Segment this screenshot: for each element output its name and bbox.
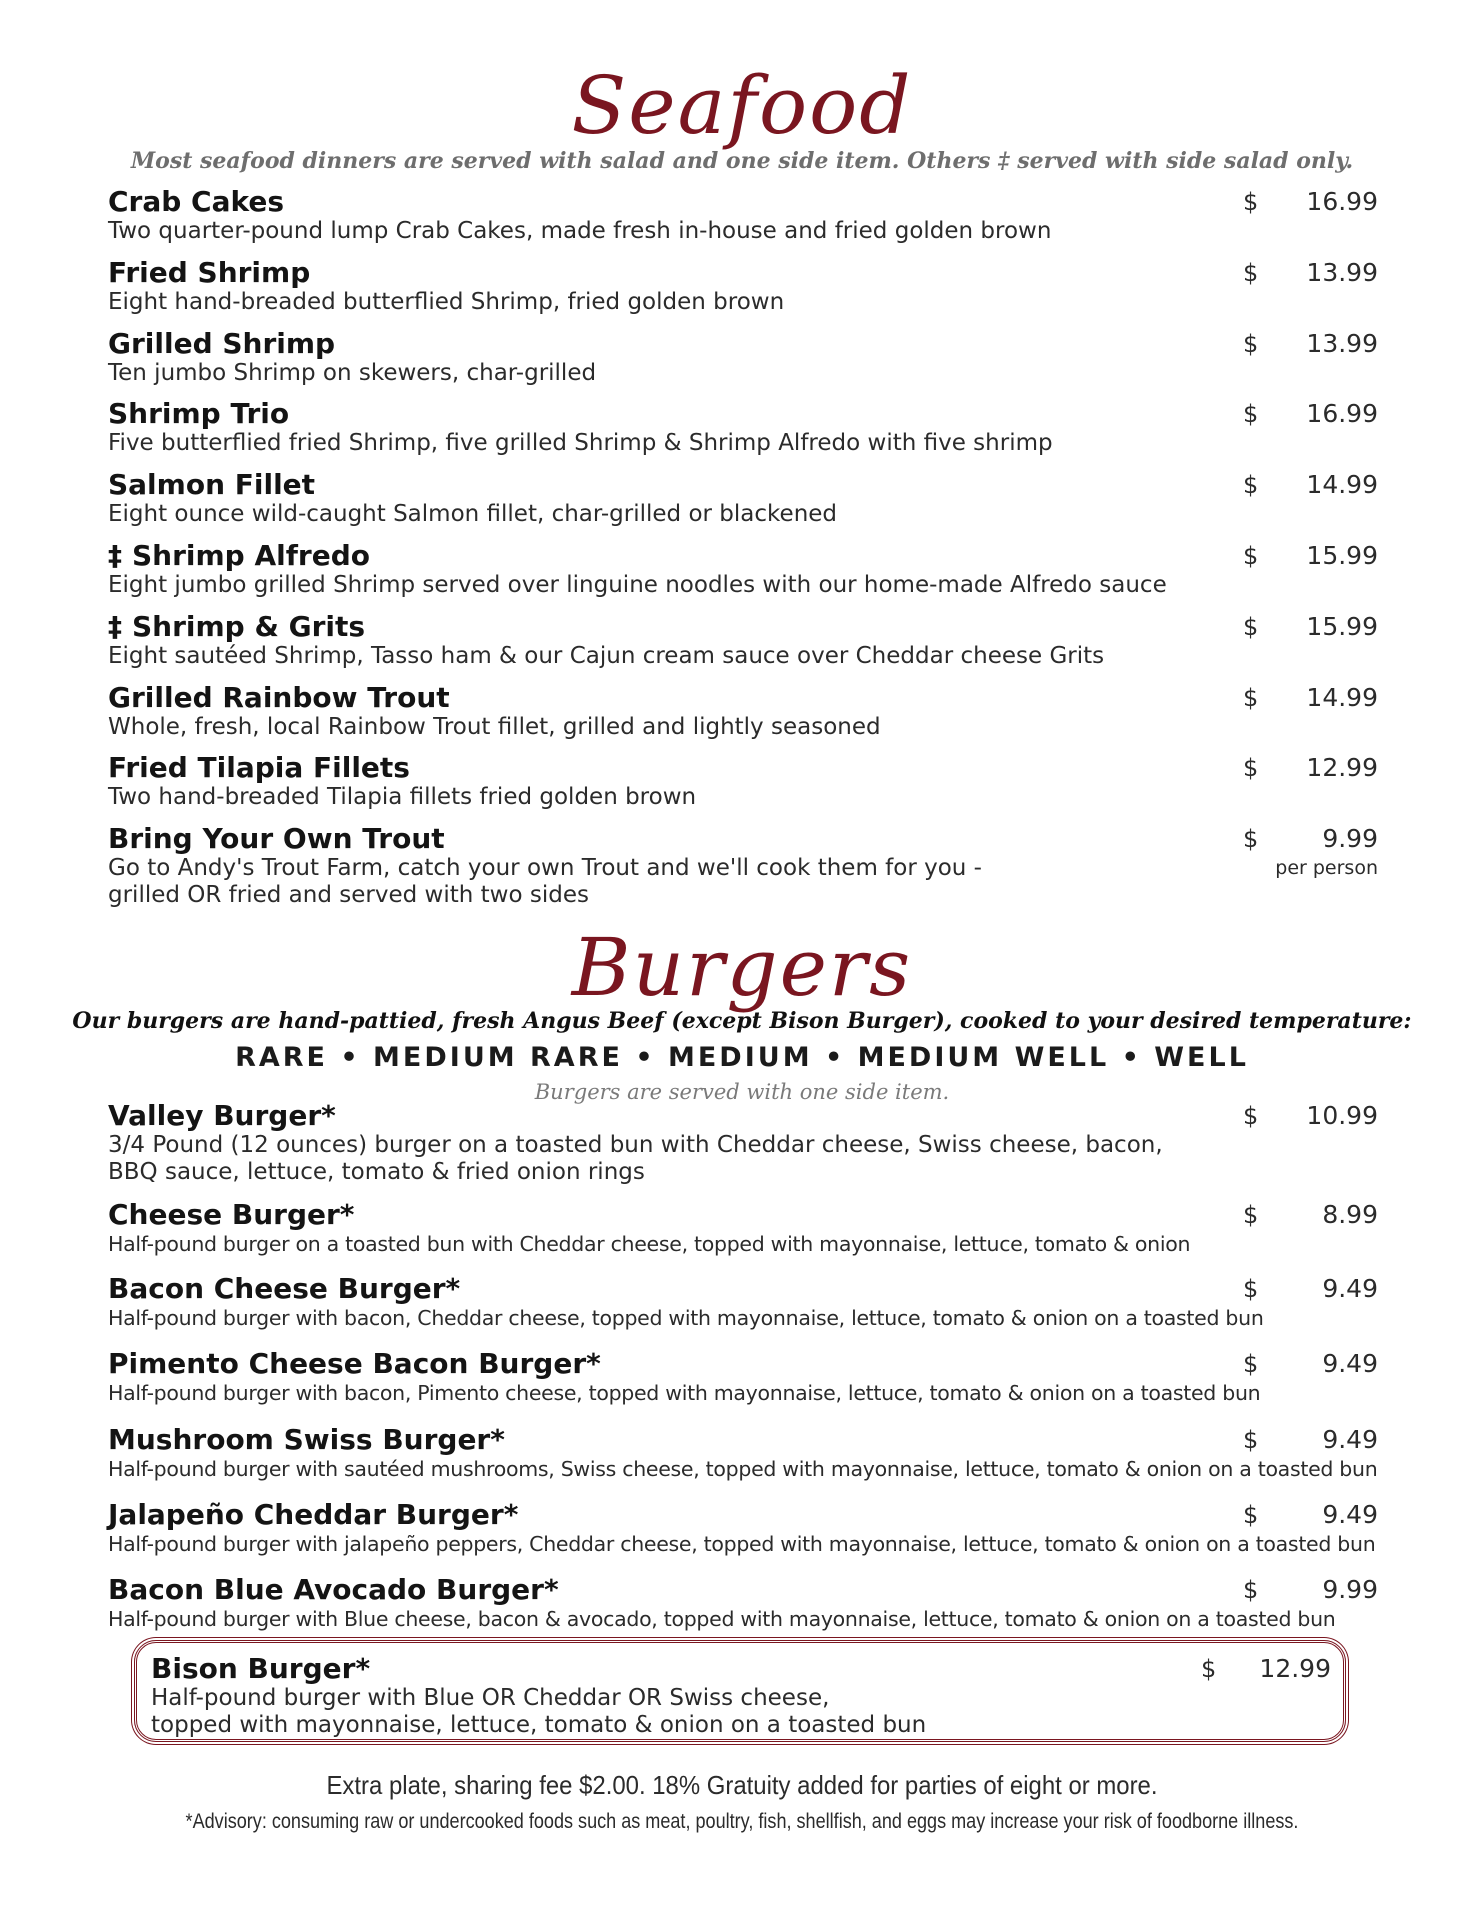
item-description: Eight jumbo grilled Shrimp served over linguine noodles with our home-made Alfredo sauce: [108, 572, 1167, 598]
item-description: Go to Andy's Trout Farm, catch your own Trout and we'll cook them for you -: [108, 855, 982, 881]
item-price: 13.99: [1306, 258, 1378, 287]
item-name: Bison Burger*: [151, 1652, 371, 1685]
food-advisory-note: *Advisory: consuming raw or undercooked foods such as meat, poultry, fish, shellfish, and eggs may increase your risk of foodborne illness.: [185, 1810, 1299, 1833]
item-price: 9.49: [1322, 1500, 1378, 1529]
item-name: Crab Cakes: [108, 185, 285, 218]
item-description: Half-pound burger with jalapeño peppers, Cheddar cheese, topped with mayonnaise, lettuce, tomato & onion on a toasted bun: [108, 1532, 1376, 1556]
menu-item-pimento-cheese-bacon-burger: [108, 1348, 1378, 1406]
item-name: Bacon Cheese Burger*: [108, 1272, 461, 1305]
item-name: Grilled Rainbow Trout: [108, 681, 450, 714]
item-description: Whole, fresh, local Rainbow Trout fillet, grilled and lightly seasoned: [108, 714, 881, 740]
item-description: Half-pound burger with Blue OR Cheddar OR Swiss cheese,: [151, 1685, 830, 1711]
item-price: 10.99: [1306, 1101, 1378, 1130]
item-name: Cheese Burger*: [108, 1198, 355, 1231]
item-name: Grilled Shrimp: [108, 327, 336, 360]
item-name-row: [108, 611, 1378, 643]
item-name: Mushroom Swiss Burger*: [108, 1423, 505, 1456]
item-description: Half-pound burger with Blue cheese, bacon & avocado, topped with mayonnaise, lettuce, tomato & onion on a toasted bun: [108, 1607, 1336, 1631]
seafood-section-title: Seafood: [571, 59, 913, 152]
item-price: 12.99: [1306, 753, 1378, 782]
dollar-sign: $: [1243, 754, 1259, 782]
item-description: Eight hand-breaded butterflied Shrimp, fried golden brown: [108, 289, 785, 315]
side-salad-only-marker: ‡: [108, 539, 122, 572]
bison-burger-highlight-box: [134, 1640, 1346, 1742]
item-description: Half-pound burger with sautéed mushrooms, Swiss cheese, topped with mayonnaise, lettuce, tomato & onion on a toasted bun: [108, 1457, 1378, 1481]
sharing-fee-note: Extra plate, sharing fee $2.00. 18% Gratuity added for parties of eight or more.: [326, 1770, 1158, 1800]
dollar-sign: $: [1243, 613, 1259, 641]
item-name: Bring Your Own Trout: [108, 822, 445, 855]
item-price: 8.99: [1322, 1200, 1378, 1229]
price-note: per person: [1275, 857, 1378, 879]
item-price: 13.99: [1306, 329, 1378, 358]
item-description: Half-pound burger with bacon, Pimento cheese, topped with mayonnaise, lettuce, tomato & onion on a toasted bun: [108, 1381, 1261, 1405]
item-price: 9.49: [1322, 1349, 1378, 1378]
item-description: Eight sautéed Shrimp, Tasso ham & our Cajun cream sauce over Cheddar cheese Grits: [108, 643, 1105, 669]
item-description: Two quarter-pound lump Crab Cakes, made fresh in-house and fried golden brown: [108, 218, 1052, 244]
menu-item-fried-tilapia-fillets: [108, 752, 1378, 811]
item-price: 16.99: [1306, 399, 1378, 428]
item-name: Shrimp Alfredo: [132, 539, 370, 572]
menu-item-shrimp-alfredo: [108, 540, 1378, 599]
item-price: 9.99: [1322, 1575, 1378, 1604]
item-name: Valley Burger*: [108, 1099, 336, 1132]
item-name: Pimento Cheese Bacon Burger*: [108, 1347, 601, 1380]
dollar-sign: $: [1243, 1102, 1259, 1130]
dollar-sign: $: [1243, 471, 1259, 499]
item-price: 15.99: [1306, 612, 1378, 641]
dollar-sign: $: [1243, 259, 1259, 287]
dollar-sign: $: [1243, 1201, 1259, 1229]
item-name: Fried Shrimp: [108, 256, 311, 289]
item-name-row: [108, 540, 1378, 572]
menu-item-grilled-rainbow-trout: [108, 682, 1378, 741]
menu-item-bacon-blue-avocado-burger: [108, 1574, 1378, 1632]
item-price: 9.49: [1322, 1425, 1378, 1454]
item-description: Two hand-breaded Tilapia fillets fried golden brown: [108, 784, 697, 810]
item-description: Half-pound burger with bacon, Cheddar cheese, topped with mayonnaise, lettuce, tomato & onion on a toasted bun: [108, 1306, 1264, 1330]
item-name: Shrimp & Grits: [132, 610, 366, 643]
dollar-sign: $: [1243, 400, 1259, 428]
item-description-line-2: BBQ sauce, lettuce, tomato & fried onion rings: [108, 1159, 645, 1185]
dollar-sign: $: [1243, 188, 1259, 216]
dollar-sign: $: [1243, 1576, 1259, 1604]
menu-item-mushroom-swiss-burger: [108, 1424, 1378, 1482]
side-salad-only-marker: ‡: [108, 610, 122, 643]
item-price: 9.99: [1322, 824, 1378, 853]
item-description: Five butterflied fried Shrimp, five grilled Shrimp & Shrimp Alfredo with five shrimp: [108, 430, 1053, 456]
item-description: Half-pound burger on a toasted bun with Cheddar cheese, topped with mayonnaise, lettuce, tomato & onion: [108, 1232, 1191, 1256]
item-price: 9.49: [1322, 1274, 1378, 1303]
dollar-sign: $: [1201, 1655, 1217, 1683]
menu-item-bring-your-own-trout: [108, 823, 1378, 909]
item-name: Fried Tilapia Fillets: [108, 751, 410, 784]
item-price: 12.99: [1259, 1654, 1331, 1683]
doneness-options: RARE • MEDIUM RARE • MEDIUM • MEDIUM WELL • WELL: [235, 1042, 1249, 1073]
menu-item-bison-burger: [151, 1653, 1331, 1739]
seafood-note: Most seafood dinners are served with salad and one side item. Others ‡ served with side salad only.: [130, 148, 1354, 174]
item-name: Jalapeño Cheddar Burger*: [108, 1498, 519, 1531]
menu-item-crab-cakes: [108, 186, 1378, 245]
dollar-sign: $: [1243, 1275, 1259, 1303]
menu-item-salmon-fillet: [108, 469, 1378, 528]
dollar-sign: $: [1243, 330, 1259, 358]
item-description: 3/4 Pound (12 ounces) burger on a toasted bun with Cheddar cheese, Swiss cheese, bacon,: [108, 1132, 1163, 1158]
dollar-sign: $: [1243, 825, 1259, 853]
burgers-note: Our burgers are hand-pattied, fresh Angus Beef (except Bison Burger), cooked to your desired temperature:: [72, 1008, 1412, 1034]
item-name: Shrimp Trio: [108, 397, 290, 430]
item-description: Ten jumbo Shrimp on skewers, char-grilled: [108, 360, 597, 386]
menu-item-shrimp-trio: [108, 398, 1378, 457]
menu-item-grilled-shrimp: [108, 328, 1378, 387]
item-description: Eight ounce wild-caught Salmon fillet, char-grilled or blackened: [108, 501, 838, 527]
item-price: 16.99: [1306, 187, 1378, 216]
dollar-sign: $: [1243, 542, 1259, 570]
item-price: 15.99: [1306, 541, 1378, 570]
burgers-sides-note: Burgers are served with one side item.: [534, 1080, 950, 1104]
menu-item-shrimp-and-grits: [108, 611, 1378, 670]
menu-item-jalapeno-cheddar-burger: [108, 1499, 1378, 1557]
burgers-section-title: Burgers: [571, 921, 913, 1014]
dollar-sign: $: [1243, 1501, 1259, 1529]
menu-item-cheese-burger: [108, 1199, 1378, 1257]
dollar-sign: $: [1243, 1350, 1259, 1378]
menu-item-fried-shrimp: [108, 257, 1378, 316]
dollar-sign: $: [1243, 1426, 1259, 1454]
item-name: Bacon Blue Avocado Burger*: [108, 1573, 559, 1606]
dollar-sign: $: [1243, 684, 1259, 712]
item-description-line-2: topped with mayonnaise, lettuce, tomato & onion on a toasted bun: [151, 1712, 927, 1738]
menu-item-valley-burger: [108, 1100, 1378, 1186]
item-price: 14.99: [1306, 683, 1378, 712]
item-price: 14.99: [1306, 470, 1378, 499]
item-name: Salmon Fillet: [108, 468, 316, 501]
menu-item-bacon-cheese-burger: [108, 1273, 1378, 1331]
item-description-line-2: grilled OR fried and served with two sides: [108, 882, 589, 908]
